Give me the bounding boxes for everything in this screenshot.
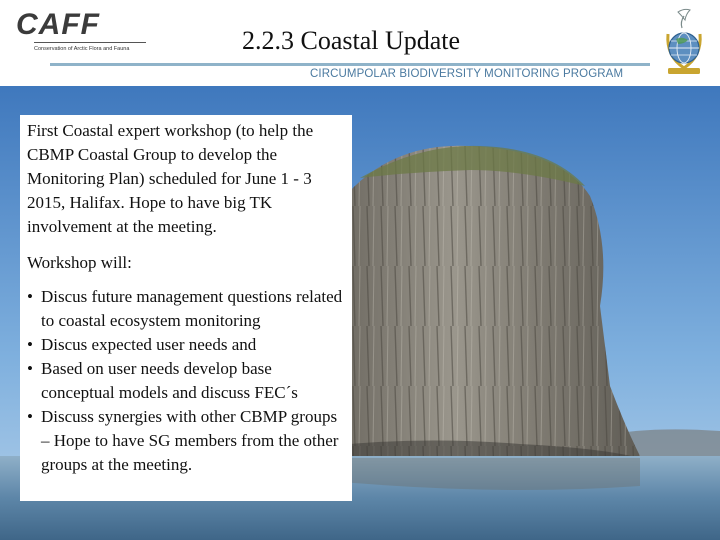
list-item bbox=[27, 333, 346, 357]
slide-header bbox=[0, 0, 720, 86]
workshop-heading: Workshop will: bbox=[27, 253, 132, 272]
list-item bbox=[27, 357, 346, 405]
header-divider bbox=[50, 63, 650, 66]
bullet-text: Discus expected user needs and bbox=[41, 335, 257, 354]
slide-title: 2.2.3 Coastal Update bbox=[242, 26, 461, 55]
content-textbox bbox=[20, 115, 352, 501]
bullet-text: Discus future management questions related to coastal ecosystem monitoring bbox=[41, 287, 343, 330]
bullet-dot: • bbox=[27, 407, 33, 426]
caff-logo-text: CAFF bbox=[16, 8, 100, 41]
list-item bbox=[27, 285, 346, 333]
cbmp-globe-logo-icon bbox=[660, 6, 708, 78]
bullet-dot: • bbox=[27, 287, 33, 306]
workshop-bullet-list bbox=[27, 285, 346, 477]
workshop-intro-paragraph: First Coastal expert workshop (to help the CBMP Coastal Group to develop the Monitoring Plan) scheduled for June 1 - 3 2015, Halifax. Hope to have big TK involvement at the meeting. bbox=[27, 121, 314, 236]
bullet-text: Discuss synergies with other CBMP groups – Hope to have SG members from the other groups at the meeting. bbox=[41, 407, 339, 474]
bullet-text: Based on user needs develop base conceptual models and discuss FEC´s bbox=[41, 359, 298, 402]
caff-logo-subtext: Conservation of Arctic Flora and Fauna bbox=[34, 46, 130, 52]
bullet-dot: • bbox=[27, 359, 33, 378]
bullet-dot: • bbox=[27, 335, 33, 354]
program-subtitle: CIRCUMPOLAR BIODIVERSITY MONITORING PROGRAM bbox=[310, 68, 624, 80]
caff-logo-underline bbox=[34, 42, 146, 43]
caff-logo bbox=[10, 6, 150, 52]
list-item bbox=[27, 405, 346, 477]
